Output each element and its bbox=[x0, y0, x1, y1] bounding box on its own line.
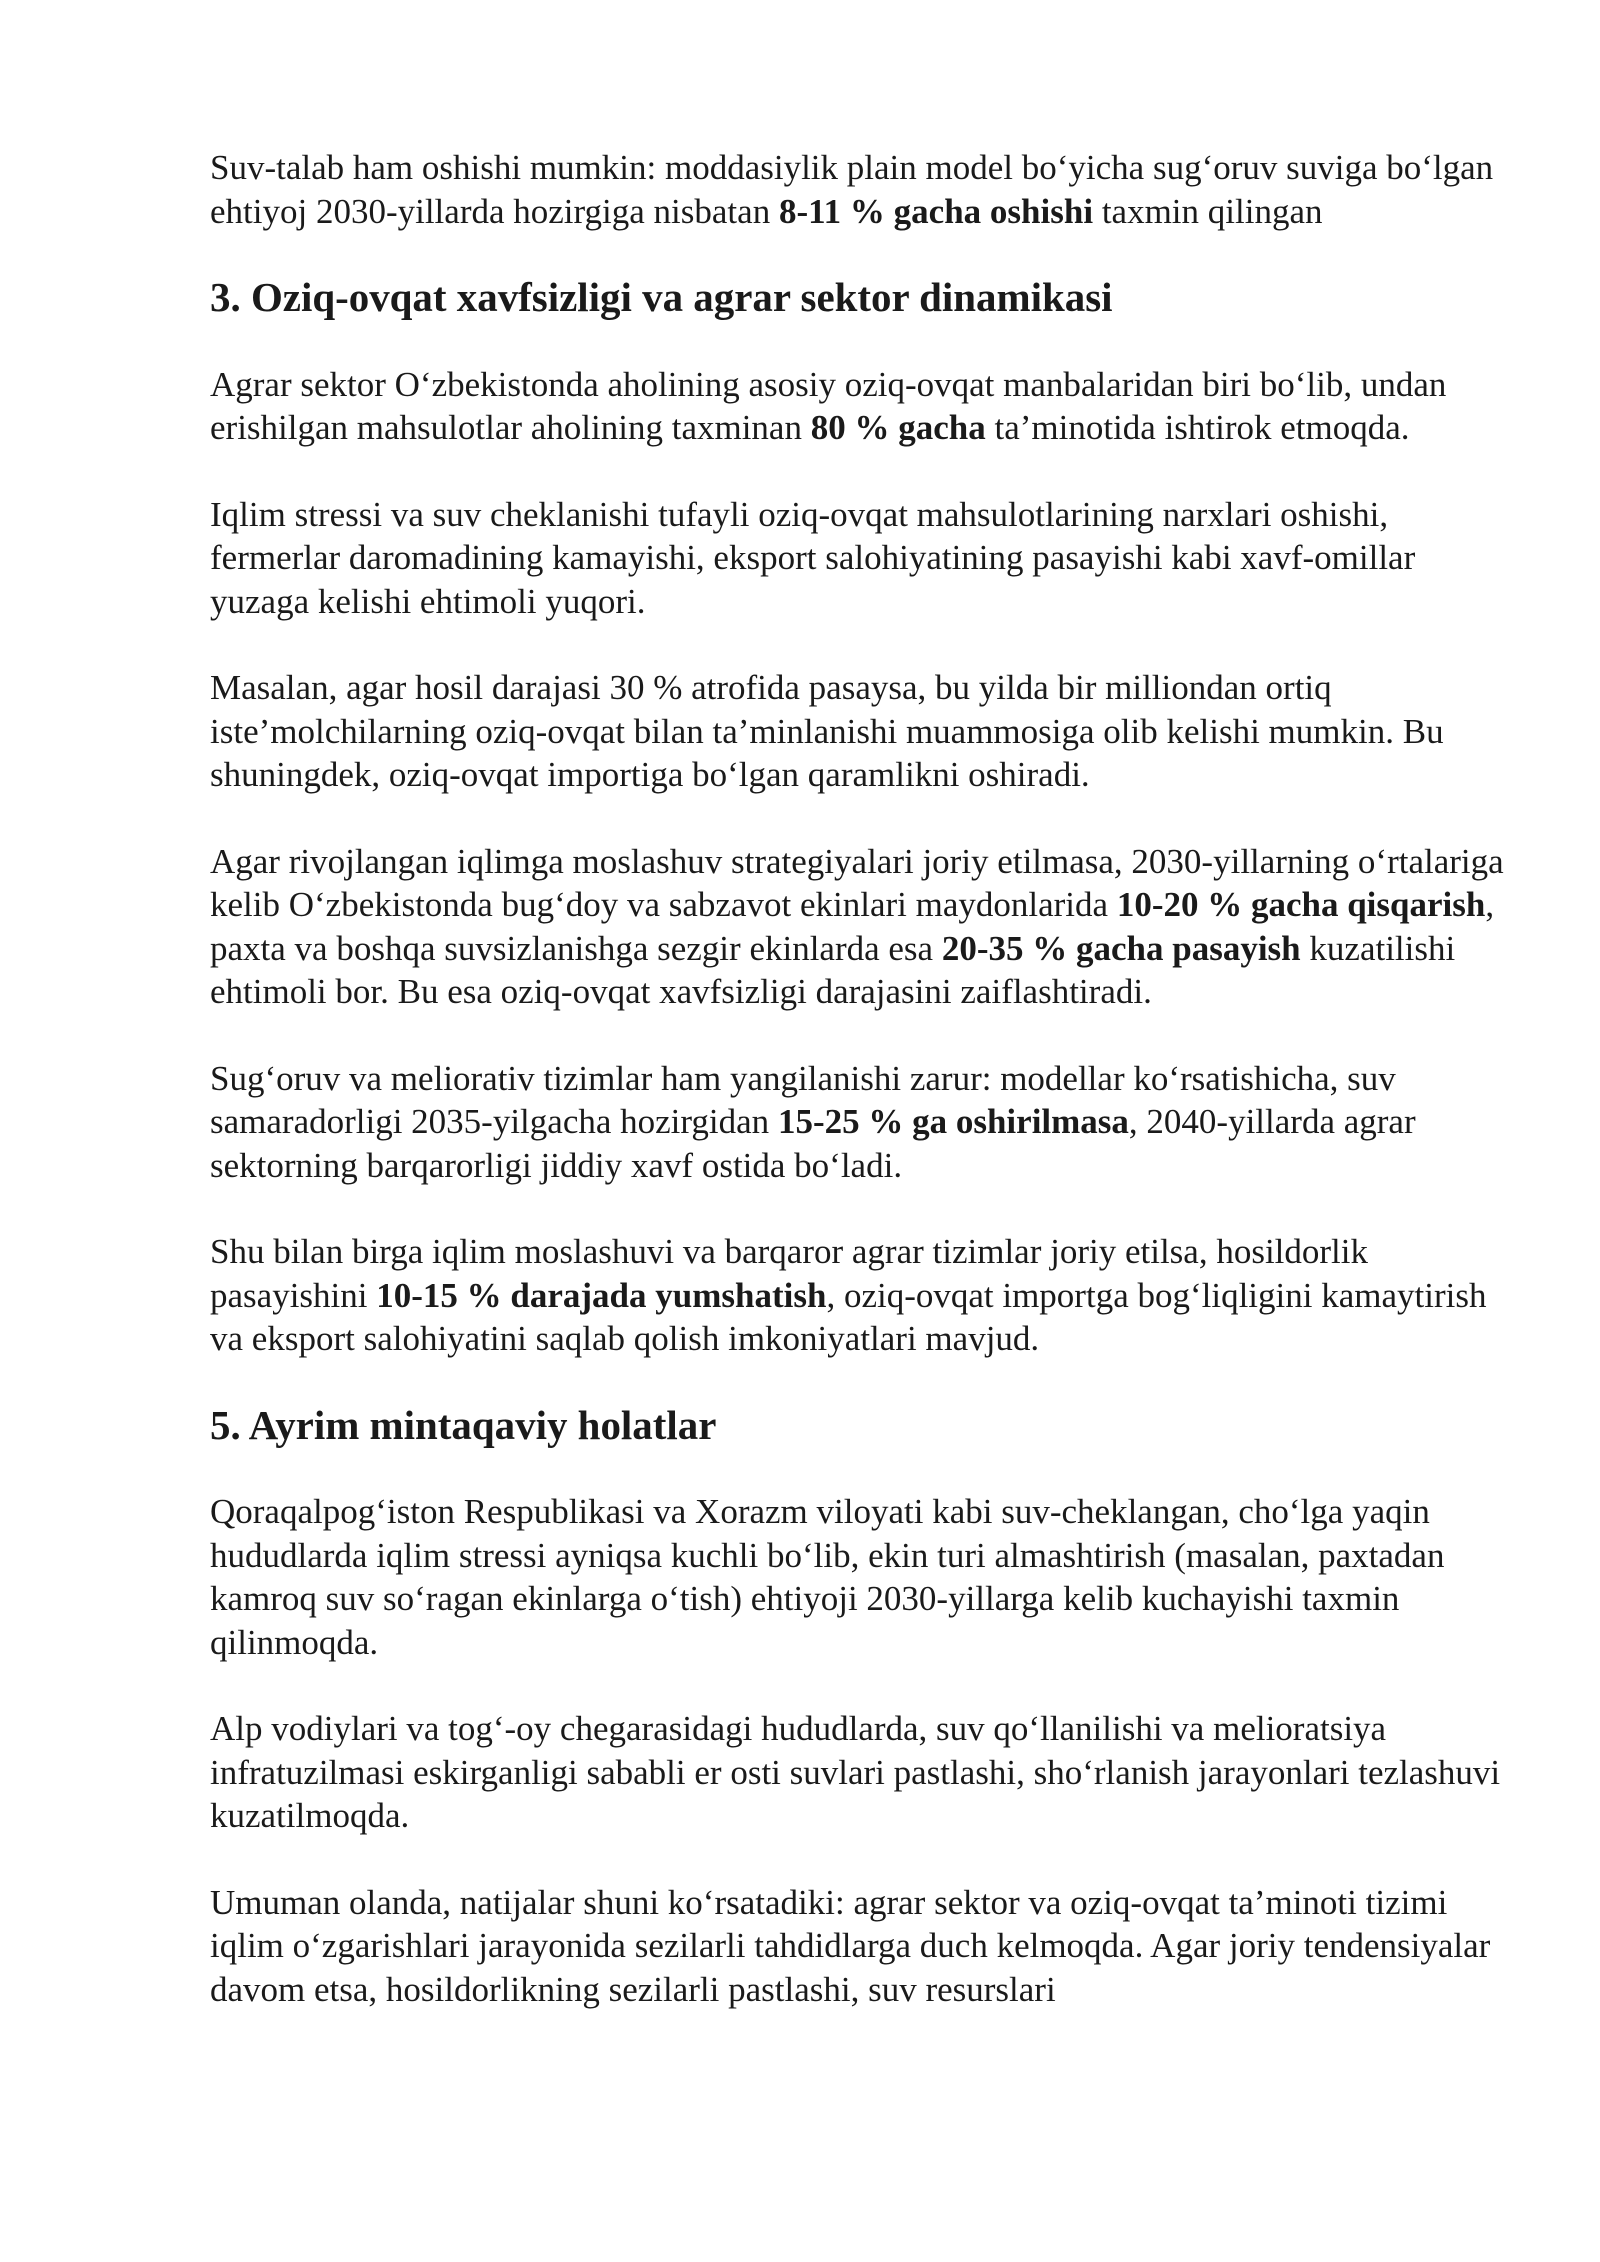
text-segment: Shu bilan birga iqlim moslashuvi va barqaror agrar tizimlar joriy etilsa, hosildorlik pasayishini bbox=[210, 1232, 1369, 1315]
text-segment: Suv-talab ham oshishi mumkin: moddasiylik plain model bo‘yicha sug‘oruv suviga bo‘lgan ehtiyoj 2030-yillarda hozirgiga nisbatan bbox=[210, 148, 1494, 231]
text-segment: , 2040-yillarda agrar sektorning barqarorligi jiddiy xavf ostida bo‘ladi. bbox=[210, 1102, 1416, 1185]
paragraph-agrar-sector bbox=[210, 363, 1510, 450]
section-heading-regional-cases: 5. Ayrim mintaqaviy holatlar bbox=[210, 1402, 717, 1448]
paragraph-valleys bbox=[210, 1707, 1510, 1838]
paragraph-karakalpakstan bbox=[210, 1490, 1510, 1664]
text-segment: , oziq-ovqat importga bog‘liqligini kamaytirish va eksport salohiyatini saqlab qolish imkoniyatlari mavjud. bbox=[210, 1275, 1487, 1358]
bold-segment: 8-11 % gacha oshishi bbox=[778, 191, 1094, 231]
paragraph-climate-stress bbox=[210, 493, 1510, 624]
bold-segment: 20-35 % gacha pasayish bbox=[941, 928, 1301, 968]
paragraph-irrigation-systems bbox=[210, 1057, 1510, 1188]
text-segment: Qoraqalpog‘iston Respublikasi va Xorazm viloyati kabi suv-cheklangan, cho‘lga yaqin hududlarda iqlim stressi ayniqsa kuchli bo‘lib, ekin turi almashtirish (masalan, paxtadan kamroq suv so‘ragan ekinlarga o‘tish) ehtiyoji 2030-yillarga kelib kuchayishi taxmin qilinmoqda. bbox=[210, 1492, 1445, 1662]
text-segment: , paxta va boshqa suvsizlanishga sezgir ekinlarda esa bbox=[210, 885, 1495, 968]
text-segment: Agar rivojlangan iqlimga moslashuv strategiyalari joriy etilmasa, 2030-yillarning o‘rtalariga kelib O‘zbekistonda bug‘doy va sabzavot ekinlari maydonlarida bbox=[210, 841, 1504, 924]
document-page bbox=[210, 146, 1510, 2054]
paragraph-sustainable-systems bbox=[210, 1230, 1510, 1361]
text-segment: Umuman olanda, natijalar shuni ko‘rsatadiki: agrar sektor va oziq-ovqat ta’minoti tizimi iqlim o‘zgarishlari jarayonida sezilarli tahdidlarga duch kelmoqda. Agar joriy tendensiyalar davom etsa, hosildorlikning sezilarli pastlashi, suv resurslari bbox=[210, 1882, 1491, 2009]
bold-segment: 10-15 % darajada yumshatish bbox=[376, 1275, 827, 1315]
text-segment: taxmin qilingan bbox=[1093, 191, 1323, 231]
text-segment: kuzatilishi ehtimoli bor. Bu esa oziq-ovqat xavfsizligi darajasini zaiflashtiradi. bbox=[210, 928, 1456, 1011]
paragraph-yield-example bbox=[210, 666, 1510, 797]
paragraph-adaptation-strategies bbox=[210, 840, 1510, 1014]
bold-segment: 15-25 % ga oshirilmasa bbox=[777, 1102, 1129, 1141]
text-segment: ta’minotida ishtirok etmoqda. bbox=[985, 408, 1410, 447]
paragraph-water-demand bbox=[210, 146, 1510, 233]
text-segment: Masalan, agar hosil darajasi 30 % atrofida pasaysa, bu yilda bir milliondan ortiq iste’molchilarning oziq-ovqat bilan ta’minlanishi muammosiga olib kelishi mumkin. Bu shuningdek, oziq-ovqat importiga bo‘lgan qaramlikni oshiradi. bbox=[210, 668, 1444, 794]
bold-segment: 80 % gacha bbox=[810, 408, 986, 447]
text-segment: Agrar sektor O‘zbekistonda aholining asosiy oziq-ovqat manbalaridan biri bo‘lib, undan erishilgan mahsulotlar aholining taxminan bbox=[210, 364, 1447, 447]
section-heading-food-security: 3. Oziq-ovqat xavfsizligi va agrar sektor dinamikasi bbox=[210, 275, 1113, 320]
text-segment: Alp vodiylari va tog‘-oy chegarasidagi hududlarda, suv qo‘llanilishi va melioratsiya infratuzilmasi eskirganligi sababli er osti suvlari pastlashi, sho‘rlanish jarayonlari tezlashuvi kuzatilmoqda. bbox=[210, 1709, 1501, 1835]
bold-segment: 10-20 % gacha qisqarish bbox=[1116, 885, 1486, 924]
paragraph-conclusion bbox=[210, 1881, 1510, 2012]
text-segment: Iqlim stressi va suv cheklanishi tufayli oziq-ovqat mahsulotlarining narxlari oshishi, fermerlar daromadining kamayishi, eksport salohiyatining pasayishi kabi xavf-omillar yuzaga kelishi ehtimoli yuqori. bbox=[210, 494, 1416, 621]
text-segment: Sug‘oruv va meliorativ tizimlar ham yangilanishi zarur: modellar ko‘rsatishicha, suv samaradorligi 2035-yilgacha hozirgidan bbox=[210, 1058, 1396, 1141]
